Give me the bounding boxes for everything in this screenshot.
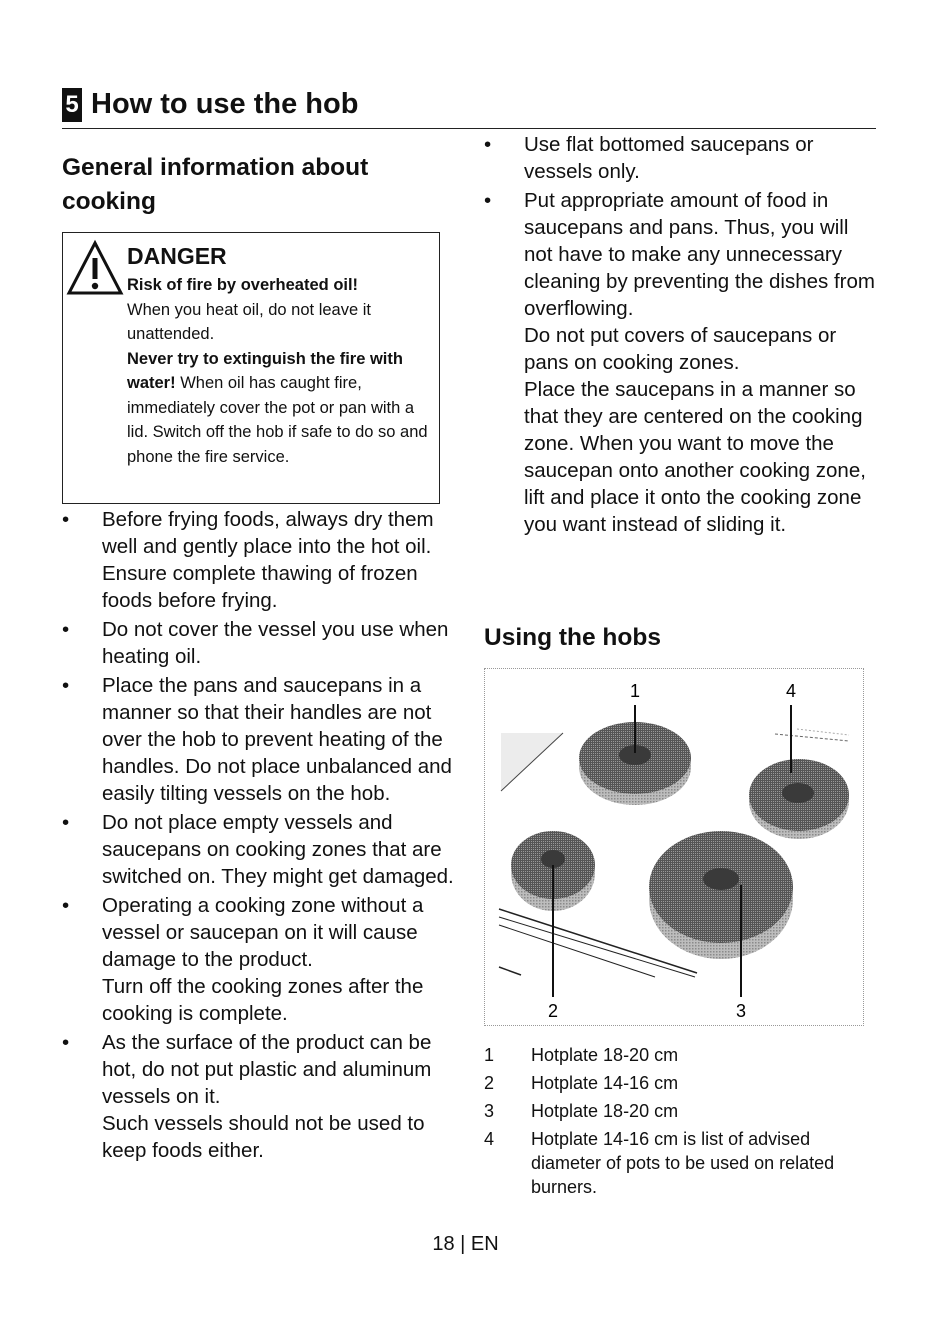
caption-row <box>484 1071 884 1095</box>
callout-2: 2 <box>547 1001 559 1021</box>
list-item-text: • Do not place empty vessels and saucepans on cooking zones that are switched on. They might get damaged. <box>102 811 454 888</box>
right-bullet-list <box>484 131 876 540</box>
page-number: 18 | EN <box>432 1233 499 1255</box>
caption-text: Hotplate 18-20 cm <box>531 1101 679 1121</box>
section-number-badge: 5 <box>62 88 82 122</box>
danger-text-1: When you heat oil, do not leave it unattended. <box>127 300 371 343</box>
danger-box <box>62 232 440 504</box>
list-item-extra: Such vessels should not be used to keep foods either. <box>102 1112 425 1162</box>
danger-text-2 <box>127 347 437 470</box>
danger-text-2-rest: When oil has caught fire, immediately cover the pot or pan with a lid. Switch off the hob if safe to do so and phone the fire service. <box>127 374 428 466</box>
caption-number: 3 <box>484 1101 495 1121</box>
hobs-heading: Using the hobs <box>484 624 661 651</box>
list-item-text: • Use flat bottomed saucepans or vessels only. <box>524 133 814 183</box>
callout-4: 4 <box>785 681 797 701</box>
list-item-text: • As the surface of the product can be hot, do not put plastic and aluminum vessels on it. <box>102 1031 432 1108</box>
caption-list <box>484 1043 884 1203</box>
callout-1: 1 <box>629 681 641 701</box>
list-item <box>62 892 454 1027</box>
list-item-text: • Place the pans and saucepans in a manner so that their handles are not over the hob to prevent heating of the handles. Do not place unbalanced and easily tilting vessels on the hob. <box>102 674 452 805</box>
list-item-text: • Put appropriate amount of food in saucepans and pans. Thus, you will not have to make any unnecessary cleaning by preventing the dishes from overflowing. <box>524 189 875 320</box>
section-title: How to use the hob <box>91 88 359 120</box>
list-item-text: • Operating a cooking zone without a vessel or saucepan on it will cause damage to the product. <box>102 894 424 971</box>
list-item <box>484 187 876 538</box>
warning-triangle-icon <box>66 239 124 297</box>
caption-text: Hotplate 18-20 cm <box>531 1045 679 1065</box>
list-item <box>62 506 454 614</box>
hob-diagram <box>484 668 864 1026</box>
hob-illustration <box>485 669 863 1025</box>
list-item <box>62 809 454 890</box>
list-item <box>62 616 454 670</box>
hotplate-4 <box>749 759 849 839</box>
list-item-text: • Before frying foods, always dry them well and gently place into the hot oil. Ensure complete thawing of frozen foods before frying. <box>102 508 434 612</box>
list-item <box>62 672 454 807</box>
list-item-extra: Do not put covers of saucepans or pans on cooking zones. <box>524 324 837 374</box>
general-heading: General information about cooking <box>62 154 369 215</box>
left-bullet-list <box>62 506 454 1166</box>
danger-body <box>127 273 437 469</box>
danger-text-2-bold: Never try to extinguish the fire with water! <box>127 349 403 392</box>
list-item <box>62 1029 454 1164</box>
list-item <box>484 131 876 185</box>
caption-number: 1 <box>484 1045 495 1065</box>
caption-row <box>484 1127 884 1199</box>
list-item-extra: Place the saucepans in a manner so that they are centered on the cooking zone. When you want to move the saucepan onto another cooking zone, lift and place it onto the cooking zone you want instead of sliding it. <box>524 378 866 536</box>
caption-row <box>484 1099 884 1123</box>
danger-title: DANGER <box>127 243 227 269</box>
hotplate-3 <box>649 831 793 959</box>
caption-number: 4 <box>484 1129 495 1149</box>
danger-subtitle: Risk of fire by overheated oil! <box>127 276 359 294</box>
list-item-text: • Do not cover the vessel you use when heating oil. <box>102 618 449 668</box>
caption-row <box>484 1043 884 1067</box>
caption-text: Hotplate 14-16 cm <box>531 1073 679 1093</box>
callout-3: 3 <box>735 1001 747 1021</box>
section-header <box>62 86 876 129</box>
list-item-extra: Turn off the cooking zones after the cooking is complete. <box>102 975 424 1025</box>
caption-text: Hotplate 14-16 cm is list of advised diameter of pots to be used on related burners. <box>531 1129 835 1197</box>
caption-number: 2 <box>484 1073 495 1093</box>
